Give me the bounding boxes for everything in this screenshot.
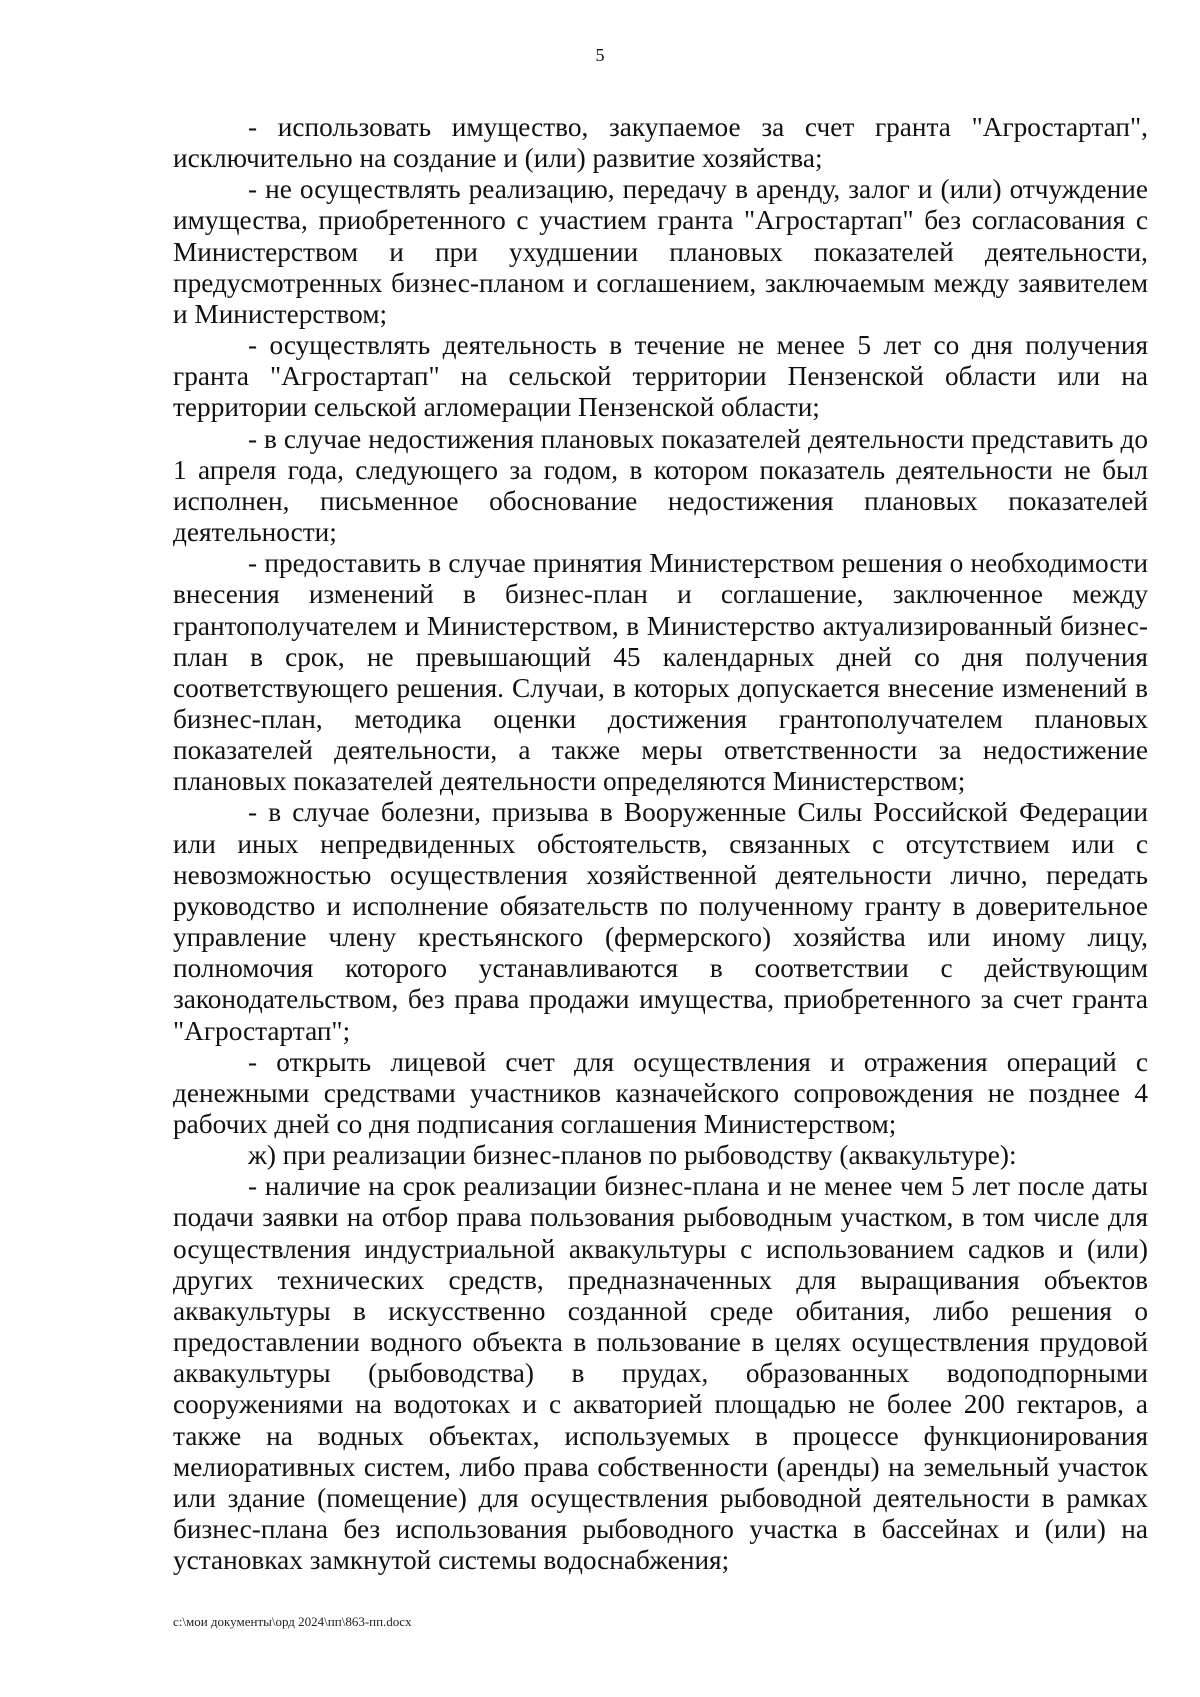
paragraph-personal-account: - открыть лицевой счет для осуществления и отражения операций с денежными средствами участников казначейского сопровождения не позднее 4 рабочих дней со дня подписания соглашения Министерством; bbox=[173, 1046, 1148, 1139]
paragraph-business-plan-update: - предоставить в случае принятия Министерством решения о необходимости внесения изменений в бизнес-план и соглашение, заключенное между грантополучателем и Министерством, в Министерство актуализированный бизнес-план в срок, не превышающий 45 календарных дней со дня получения соответствующего решения. Случаи, в которых допускается внесение изменений в бизнес-план, методика оценки достижения грантополучателем плановых показателей деятельности, а также меры ответственности за недостижение плановых показателей деятельности определяются Министерством; bbox=[173, 548, 1148, 797]
paragraph-no-alienation: - не осуществлять реализацию, передачу в аренду, залог и (или) отчуждение имущества, приобретенного с участием гранта "Агростартап" без согласования с Министерством и при ухудшении плановых показателей деятельности, предусмотренных бизнес-планом и соглашением, заключаемым между заявителем и Министерством; bbox=[173, 174, 1148, 329]
document-body bbox=[173, 112, 1148, 1576]
page-number: 5 bbox=[595, 45, 605, 65]
footer-file-path: c:\мои документы\орд 2024\пп\863-пп.docx bbox=[173, 1614, 412, 1629]
paragraph-use-property: - использовать имущество, закупаемое за счет гранта "Агростартап", исключительно на создание и (или) развитие хозяйства; bbox=[173, 112, 1148, 174]
paragraph-fish-farming-plot: - наличие на срок реализации бизнес-плана и не менее чем 5 лет после даты подачи заявки на отбор права пользования рыбоводным участком, в том числе для осуществления индустриальной аквакультуры с использованием садков и (или) других технических средств, предназначенных для выращивания объектов аквакультуры в искусственно созданной среде обитания, либо решения о предоставлении водного объекта в пользование в целях осуществления прудовой аквакультуры (рыбоводства) в прудах, образованных водоподпорными сооружениями на водотоках и с акваторией площадью не более 200 гектаров, а также на водных объектах, используемых в процессе функционирования мелиоративных систем, либо права собственности (аренды) на земельный участок или здание (помещение) для осуществления рыбоводной деятельности в рамках бизнес-плана без использования рыбоводного участка в бассейнах и (или) на установках замкнутой системы водоснабжения; bbox=[173, 1171, 1148, 1576]
paragraph-underachievement-report: - в случае недостижения плановых показателей деятельности представить до 1 апреля года, следующего за годом, в котором показатель деятельности не был исполнен, письменное обоснование недостижения плановых показателей деятельности; bbox=[173, 423, 1148, 548]
paragraph-aquaculture-heading: ж) при реализации бизнес-планов по рыбоводству (аквакультуре): bbox=[248, 1140, 1017, 1171]
paragraph-activity-5-years: - осуществлять деятельность в течение не менее 5 лет со дня получения гранта "Агростартап" на сельской территории Пензенской области или на территории сельской агломерации Пензенской области; bbox=[173, 330, 1148, 423]
paragraph-trust-management: - в случае болезни, призыва в Вооруженные Силы Российской Федерации или иных непредвиденных обстоятельств, связанных с отсутствием или с невозможностью осуществления хозяйственной деятельности лично, передать руководство и исполнение обязательств по полученному гранту в доверительное управление члену крестьянского (фермерского) хозяйства или иному лицу, полномочия которого устанавливаются в соответствии с действующим законодательством, без права продажи имущества, приобретенного за счет гранта "Агростартап"; bbox=[173, 797, 1148, 1046]
